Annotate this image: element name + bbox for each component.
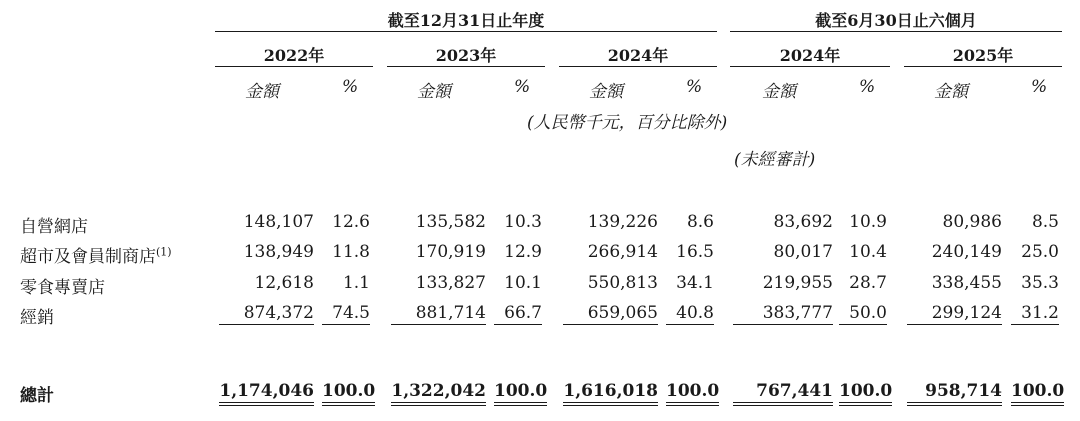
table-cell: 138,949 (243, 242, 314, 262)
total-cell: 100.0 (666, 381, 719, 406)
table-cell: 40.8 (666, 303, 714, 325)
subheader-amount: 金額 (589, 82, 623, 102)
table-cell: 12,618 (254, 273, 314, 293)
subheader-pct: % (686, 77, 703, 97)
table-cell: 35.3 (1021, 273, 1059, 293)
table-cell: 148,107 (243, 212, 314, 232)
table-cell: 139,226 (587, 212, 658, 232)
subheader-pct: % (859, 77, 876, 97)
table-cell: 25.0 (1021, 242, 1059, 262)
table-cell: 16.5 (676, 242, 714, 262)
year-rule-2024-h1 (730, 66, 890, 67)
subheader-pct: % (514, 77, 531, 97)
total-cell: 100.0 (494, 381, 547, 406)
table-cell: 10.1 (504, 273, 542, 293)
table-cell: 8.6 (686, 212, 714, 232)
table-cell: 133,827 (415, 273, 486, 293)
year-header-2024: 2024年 (607, 46, 669, 65)
table-cell: 659,065 (563, 303, 658, 325)
table-cell: 66.7 (494, 303, 542, 325)
year-header-2023: 2023年 (435, 46, 497, 65)
table-cell: 550,813 (587, 273, 658, 293)
table-cell: 383,777 (733, 303, 833, 325)
table-cell: 8.5 (1031, 212, 1059, 232)
row-label: 自營網店 (20, 217, 88, 237)
table-cell: 266,914 (587, 242, 658, 262)
row-label: 零食專賣店 (20, 278, 105, 298)
table-cell: 74.5 (322, 303, 370, 325)
year-header-2022: 2022年 (263, 46, 325, 65)
year-header-2024-h1: 2024年 (779, 46, 841, 65)
footnote-marker: (1) (156, 245, 172, 259)
table-cell: 31.2 (1011, 303, 1059, 325)
subheader-pct: % (1031, 77, 1048, 97)
subheader-pct: % (342, 77, 359, 97)
year-rule-2023 (387, 66, 545, 67)
note-unaudited: (未經審計) (734, 150, 816, 170)
table-cell: 11.8 (332, 242, 370, 262)
subheader-amount: 金額 (762, 82, 796, 102)
table-cell: 881,714 (391, 303, 486, 325)
table-cell: 874,372 (219, 303, 314, 325)
total-cell: 958,714 (907, 381, 1002, 406)
period-header-half-year: 截至6月30日止六個月 (815, 11, 977, 30)
total-cell: 1,322,042 (391, 381, 486, 406)
table-cell: 12.6 (332, 212, 370, 232)
table-cell: 10.4 (849, 242, 887, 262)
table-cell: 135,582 (415, 212, 486, 232)
table-cell: 12.9 (504, 242, 542, 262)
subheader-amount: 金額 (934, 82, 968, 102)
table-cell: 299,124 (907, 303, 1002, 325)
total-cell: 100.0 (839, 381, 892, 406)
period-rule-half-year (730, 31, 1062, 32)
table-cell: 10.9 (849, 212, 887, 232)
table-cell: 170,919 (415, 242, 486, 262)
note-currency: (人民幣千元，百分比除外) (527, 113, 728, 133)
total-cell: 1,616,018 (563, 381, 658, 406)
table-cell: 10.3 (504, 212, 542, 232)
year-rule-2025-h1 (904, 66, 1062, 67)
table-cell: 83,692 (773, 212, 833, 232)
period-rule-annual (215, 31, 717, 32)
table-cell: 240,149 (931, 242, 1002, 262)
table-cell: 80,017 (773, 242, 833, 262)
total-cell: 767,441 (733, 381, 833, 406)
table-cell: 34.1 (676, 273, 714, 293)
table-cell: 80,986 (942, 212, 1002, 232)
row-label: 超市及會員制商店$^{(1)}$ (20, 245, 172, 267)
table-cell: 28.7 (849, 273, 887, 293)
year-header-2025-h1: 2025年 (952, 46, 1014, 65)
table-cell: 50.0 (839, 303, 887, 325)
table-cell: 219,955 (762, 273, 833, 293)
period-header-annual: 截至12月31日止年度 (387, 11, 545, 30)
row-label: 經銷 (20, 308, 54, 328)
subheader-amount: 金額 (417, 82, 451, 102)
year-rule-2022 (215, 66, 373, 67)
total-cell: 100.0 (1011, 381, 1064, 406)
total-label: 總計 (20, 386, 54, 406)
year-rule-2024 (559, 66, 717, 67)
total-cell: 1,174,046 (219, 381, 314, 406)
table-cell: 1.1 (342, 273, 370, 293)
table-cell: 338,455 (931, 273, 1002, 293)
total-cell: 100.0 (322, 381, 375, 406)
subheader-amount: 金額 (245, 82, 279, 102)
